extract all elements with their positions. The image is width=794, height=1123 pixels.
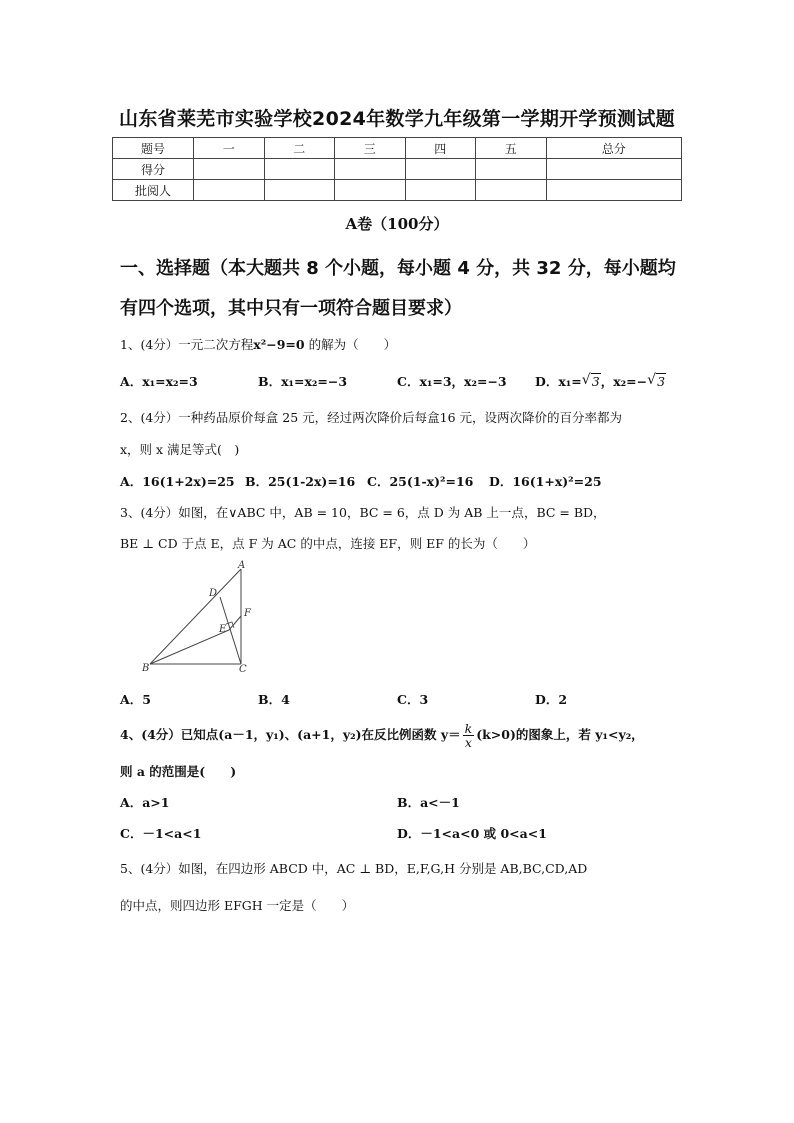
table-cell [335, 159, 406, 180]
table-cell: 三 [335, 138, 406, 159]
table-cell [335, 180, 406, 201]
question-4-line1 [120, 722, 644, 749]
score-row [113, 159, 682, 180]
sqrt-symbol [647, 374, 666, 389]
question-3-line2: BE ⊥ CD 于点 E，点 F 为 AC 的中点，连接 EF，则 EF 的长为（ ） [120, 536, 536, 551]
question-4-line2: 则 a 的范围是( ) [120, 764, 237, 779]
table-cell: 四 [405, 138, 476, 159]
sqrt-symbol [582, 374, 601, 389]
q1-option-d-prefix: D．x₁= [535, 374, 582, 389]
reviewer-row [113, 180, 682, 201]
radicand: 3 [591, 374, 600, 389]
q1-option-b: B．x₁=x₂=−3 [258, 374, 348, 389]
figure-label: A [238, 560, 246, 571]
figure-label: D [209, 588, 218, 599]
table-cell: 题号 [113, 138, 194, 159]
q3-option-d: D．2 [535, 692, 568, 707]
table-cell: 二 [264, 138, 335, 159]
score-table [112, 137, 682, 201]
question-1-stem [120, 335, 396, 353]
q1-stem-suffix: 的解为（ ） [308, 337, 397, 352]
figure-label: F [244, 608, 251, 619]
question-2-line1: 2、(4分）一种药品原价每盒 25 元，经过两次降价后每盒16 元，设两次降价的百分率都为 [120, 410, 623, 425]
table-cell [405, 180, 476, 201]
table-cell: 一 [194, 138, 265, 159]
q4-option-b: B．a<－1 [397, 795, 460, 810]
radicand: 3 [657, 374, 666, 389]
right-angle-mark [226, 622, 234, 628]
segment-ab [150, 569, 241, 664]
exam-title: 山东省莱芜市实验学校2024年数学九年级第一学期开学预测试题 [119, 108, 675, 130]
section-heading-line2: 有四个选项，其中只有一项符合题目要求） [120, 298, 462, 319]
table-cell: 批阅人 [113, 180, 194, 201]
table-cell [546, 159, 682, 180]
q2-option-d: D．16(1+x)²=25 [489, 474, 602, 489]
q3-option-a: A．5 [120, 692, 151, 707]
q4-line1-suffix: (k>0)的图象上，若 y₁<y₂， [476, 727, 644, 742]
question-5-line2: 的中点，则四边形 EFGH 一定是（ ） [120, 898, 355, 913]
fraction-numerator: k [464, 721, 473, 736]
q2-option-a: A．16(1+2x)=25 [120, 474, 235, 489]
score-table-header-row [113, 138, 682, 159]
table-cell [476, 159, 547, 180]
table-cell: 得分 [113, 159, 194, 180]
fraction-denominator: x [464, 735, 472, 750]
q1-option-a: A．x₁=x₂=3 [120, 374, 198, 389]
table-cell: 五 [476, 138, 547, 159]
table-cell [405, 159, 476, 180]
table-cell [264, 159, 335, 180]
table-cell [194, 159, 265, 180]
paper-a-heading: A卷（100分） [345, 215, 449, 233]
table-cell [546, 180, 682, 201]
question-3-line1: 3、(4分）如图，在∨ABC 中，AB = 10，BC = 6，点 D 为 AB 上一点，BC = BD， [120, 505, 606, 520]
question-2-line2: x，则 x 满足等式( ) [120, 442, 240, 457]
q1-stem-prefix: 1、(4分）一元二次方程 [120, 337, 254, 352]
table-cell [476, 180, 547, 201]
fraction-k-over-x [463, 722, 475, 749]
table-cell [264, 180, 335, 201]
q3-option-c: C．3 [397, 692, 429, 707]
question-5-line1: 5、(4分）如图，在四边形 ABCD 中，AC ⊥ BD，E,F,G,H 分别是 AB,BC,CD,AD [120, 861, 588, 876]
table-cell [194, 180, 265, 201]
figure-label: B [142, 663, 150, 674]
q3-option-b: B．4 [258, 692, 290, 707]
figure-label: E [219, 624, 227, 635]
section-heading-line1: 一、选择题（本大题共 8 个小题，每小题 4 分，共 32 分，每小题均 [120, 258, 676, 279]
q4-line1-prefix: 4、(4分）已知点(a－1，y₁)、(a+1，y₂)在反比例函数 y＝ [120, 727, 461, 742]
q1-option-d-mid: ，x₂=− [600, 374, 648, 389]
q2-option-b: B．25(1-2x)=16 [245, 474, 356, 489]
q1-option-d [535, 372, 666, 390]
figure-label: C [239, 664, 247, 675]
q4-option-a: A．a>1 [120, 795, 170, 810]
table-cell: 总分 [546, 138, 682, 159]
segment-ef [229, 616, 241, 630]
q1-option-c: C．x₁=3，x₂=−3 [397, 374, 507, 389]
q4-option-c: C．－1<a<1 [120, 826, 202, 841]
q4-option-d: D．－1<a<0 或 0<a<1 [397, 826, 547, 841]
triangle-figure [140, 560, 270, 675]
q2-option-c: C．25(1-x)²=16 [367, 474, 474, 489]
segment-be [150, 630, 229, 664]
q1-equation: x²−9=0 [253, 337, 305, 352]
